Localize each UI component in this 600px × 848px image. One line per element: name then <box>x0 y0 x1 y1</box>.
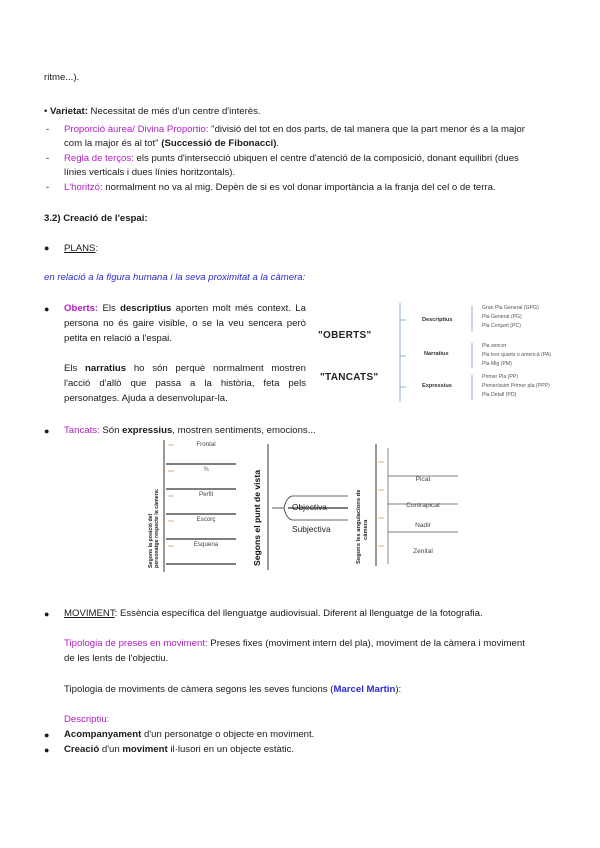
oberts-t1a: Els <box>98 303 121 314</box>
dash: - <box>46 153 50 164</box>
marcel-martin-label: Marcel Martin <box>333 684 396 695</box>
proporcio-text1: "divisió del tot en dos parts, de tal manera que la part menor és a la major <box>208 124 525 135</box>
narratius-line2: l'acció d'allò que passa a la història, feta pels <box>64 378 306 389</box>
bullet: • <box>44 106 48 117</box>
bullet: ● <box>44 243 50 253</box>
posicio-vlabel-line2: personatge respecte la càmera: <box>154 488 160 568</box>
angulacions-vlabel-line1: Segons les angulacions de <box>356 489 362 564</box>
tancats-quote: "TANCATS" <box>320 372 379 383</box>
section-heading: 3.2) Creació de l'espai: <box>44 213 148 224</box>
punt-vista-diagram <box>248 440 348 572</box>
posicio-row: Perfil <box>198 491 214 498</box>
narratius-line1 <box>64 363 306 374</box>
horitzo-line <box>64 182 496 193</box>
oberts-quote: "OBERTS" <box>318 330 372 341</box>
angulacio-row: Contrapicat <box>406 502 440 509</box>
posicio-lines <box>146 438 238 574</box>
angulacions-diagram <box>354 440 460 570</box>
angulacions-vlabel-line2: càmera <box>363 519 369 540</box>
narratius-n1c: ho són perquè normalment mostren <box>126 363 306 374</box>
dash: - <box>46 124 50 135</box>
posicio-diagram <box>146 438 238 574</box>
tipologia1-label: Tipologia de preses en moviment: <box>64 638 208 649</box>
tipologia1-text1: Preses fixes (moviment intern del pla), moviment de la càmera i moviment <box>207 638 525 649</box>
posicio-vlabel-line1: Segons la posició del <box>148 513 154 568</box>
moviment-text: : Essència específica del llenguatge audiovisual. Diferent al llenguatge de la fotografia. <box>114 608 483 619</box>
descriptius-group: Descriptius <box>422 317 453 323</box>
bullet: ● <box>44 304 50 314</box>
tipologia2-text: Tipologia de moviments de càmera segons les seves funcions ( <box>64 684 334 695</box>
creacio-line <box>64 744 294 755</box>
oberts-line1 <box>64 303 306 314</box>
expressius-label: expressius <box>122 425 173 436</box>
plans-colon: : <box>95 243 99 254</box>
oberts-line2: persona no és gaire visible, o se la veu sencera però <box>64 318 306 329</box>
acompanyament-text: d'un personatge o objecte en moviment. <box>141 729 315 740</box>
tipologia2-end: ): <box>395 684 402 695</box>
tancats-t3: , mostren sentiments, emocions... <box>172 425 316 436</box>
plan-item: Primeríssim Primer pla (PPP) <box>482 383 550 389</box>
expressius-group: Expressius <box>422 383 452 389</box>
plan-item: Pla Conjunt (PC) <box>482 323 521 329</box>
tancats-line <box>64 425 316 436</box>
creacio-mid: d'un <box>99 744 123 755</box>
bullet: ● <box>44 730 50 740</box>
acompanyament-line <box>64 729 314 740</box>
tancats-t1: Són <box>99 425 123 436</box>
angulacio-row: Nadir <box>415 522 431 529</box>
posicio-row: ¾ <box>203 466 209 473</box>
descriptius-label: descriptius <box>120 303 172 314</box>
dash: - <box>46 182 50 193</box>
relacio-text: en relació a la figura humana i la seva proximitat a la càmera: <box>44 272 306 283</box>
narratius-n1a: Els <box>64 363 86 374</box>
narratius-line3: personatges. Ajuda a desenvolupar-la. <box>64 393 228 404</box>
regla-line2: línies verticals i dues línies horitzontals). <box>64 167 236 178</box>
creacio-label: Creació <box>64 744 100 755</box>
punt-vista-vlabel: Segons el punt de vista <box>252 470 262 566</box>
plans-diagram <box>398 300 560 408</box>
plan-item: Pla Detall (PD) <box>482 392 517 398</box>
moviment-line <box>64 608 483 619</box>
tancats-label: Tancats: <box>64 425 100 436</box>
descriptiu-heading: Descriptiu: <box>64 714 110 725</box>
plan-item: Gran Pla General (GPG) <box>482 305 539 311</box>
posicio-row: Escorç <box>196 516 216 523</box>
angulacio-row: Zenital <box>413 548 433 555</box>
plan-item: Pla tres quarts o americà (PA) <box>482 352 552 358</box>
plan-item: Pla Mig (PM) <box>482 361 512 367</box>
posicio-row: Esquena <box>193 541 219 548</box>
varietat-text: Necessitat de més d'un centre d'interès. <box>87 106 261 117</box>
tipologia2-line <box>64 684 401 695</box>
proporcio-text2a: com la major és al tot" <box>64 138 162 149</box>
tipologia1-line2: de les lents de l'objectiu. <box>64 653 169 664</box>
objectiva-label: Objectiva <box>292 502 327 512</box>
posicio-row: Frontal <box>196 441 216 448</box>
angulacio-row: Picat <box>415 476 431 483</box>
plan-item: Pla General (PG) <box>482 314 522 320</box>
varietat-item <box>44 106 261 117</box>
oberts-label: Oberts: <box>64 303 99 314</box>
narratius-group: Narratius <box>424 351 449 357</box>
regla-text1: els punts d'intersecció ubiquen el centre d'atenció de la composició, donant equilibri (dues <box>133 153 519 164</box>
tipologia1-line1 <box>64 638 525 649</box>
oberts-t1c: aporten molt més context. La <box>171 303 306 314</box>
plan-item: Pla sencer <box>482 343 507 349</box>
proporcio-line2 <box>64 138 279 149</box>
regla-label: Regla de terços: <box>64 153 134 164</box>
paragraph-ritme: ritme...). <box>44 72 80 83</box>
horitzo-text: normalment no va al mig. Depèn de si es vol donar importància a la franja del cel o de terra. <box>102 182 496 193</box>
fibonacci-label: (Successió de Fibonacci) <box>161 138 277 149</box>
oberts-line3: petita en relació a l'espai. <box>64 333 172 344</box>
bullet: ● <box>44 426 50 436</box>
moviment-label: MOVIMENT <box>64 608 115 619</box>
bullet: ● <box>44 609 50 619</box>
horitzo-label: L'horitzó: <box>64 182 103 193</box>
plans-heading <box>64 243 98 254</box>
acompanyament-label: Acompanyament <box>64 729 142 740</box>
regla-line1 <box>64 153 519 164</box>
proporcio-text2c: . <box>276 138 280 149</box>
plan-item: Primer Pla (PP) <box>482 374 519 380</box>
moviment-bold: moviment <box>122 744 168 755</box>
subjectiva-label: Subjectiva <box>292 524 331 534</box>
creacio-text: il·lusori en un objecte estàtic. <box>167 744 295 755</box>
narratius-label: narratius <box>85 363 127 374</box>
proporcio-line1 <box>64 124 525 135</box>
proporcio-label: Proporció àurea/ Divina Proportio: <box>64 124 209 135</box>
bullet: ● <box>44 745 50 755</box>
plans-label: PLANS <box>64 243 96 254</box>
varietat-label: Varietat: <box>50 106 88 117</box>
